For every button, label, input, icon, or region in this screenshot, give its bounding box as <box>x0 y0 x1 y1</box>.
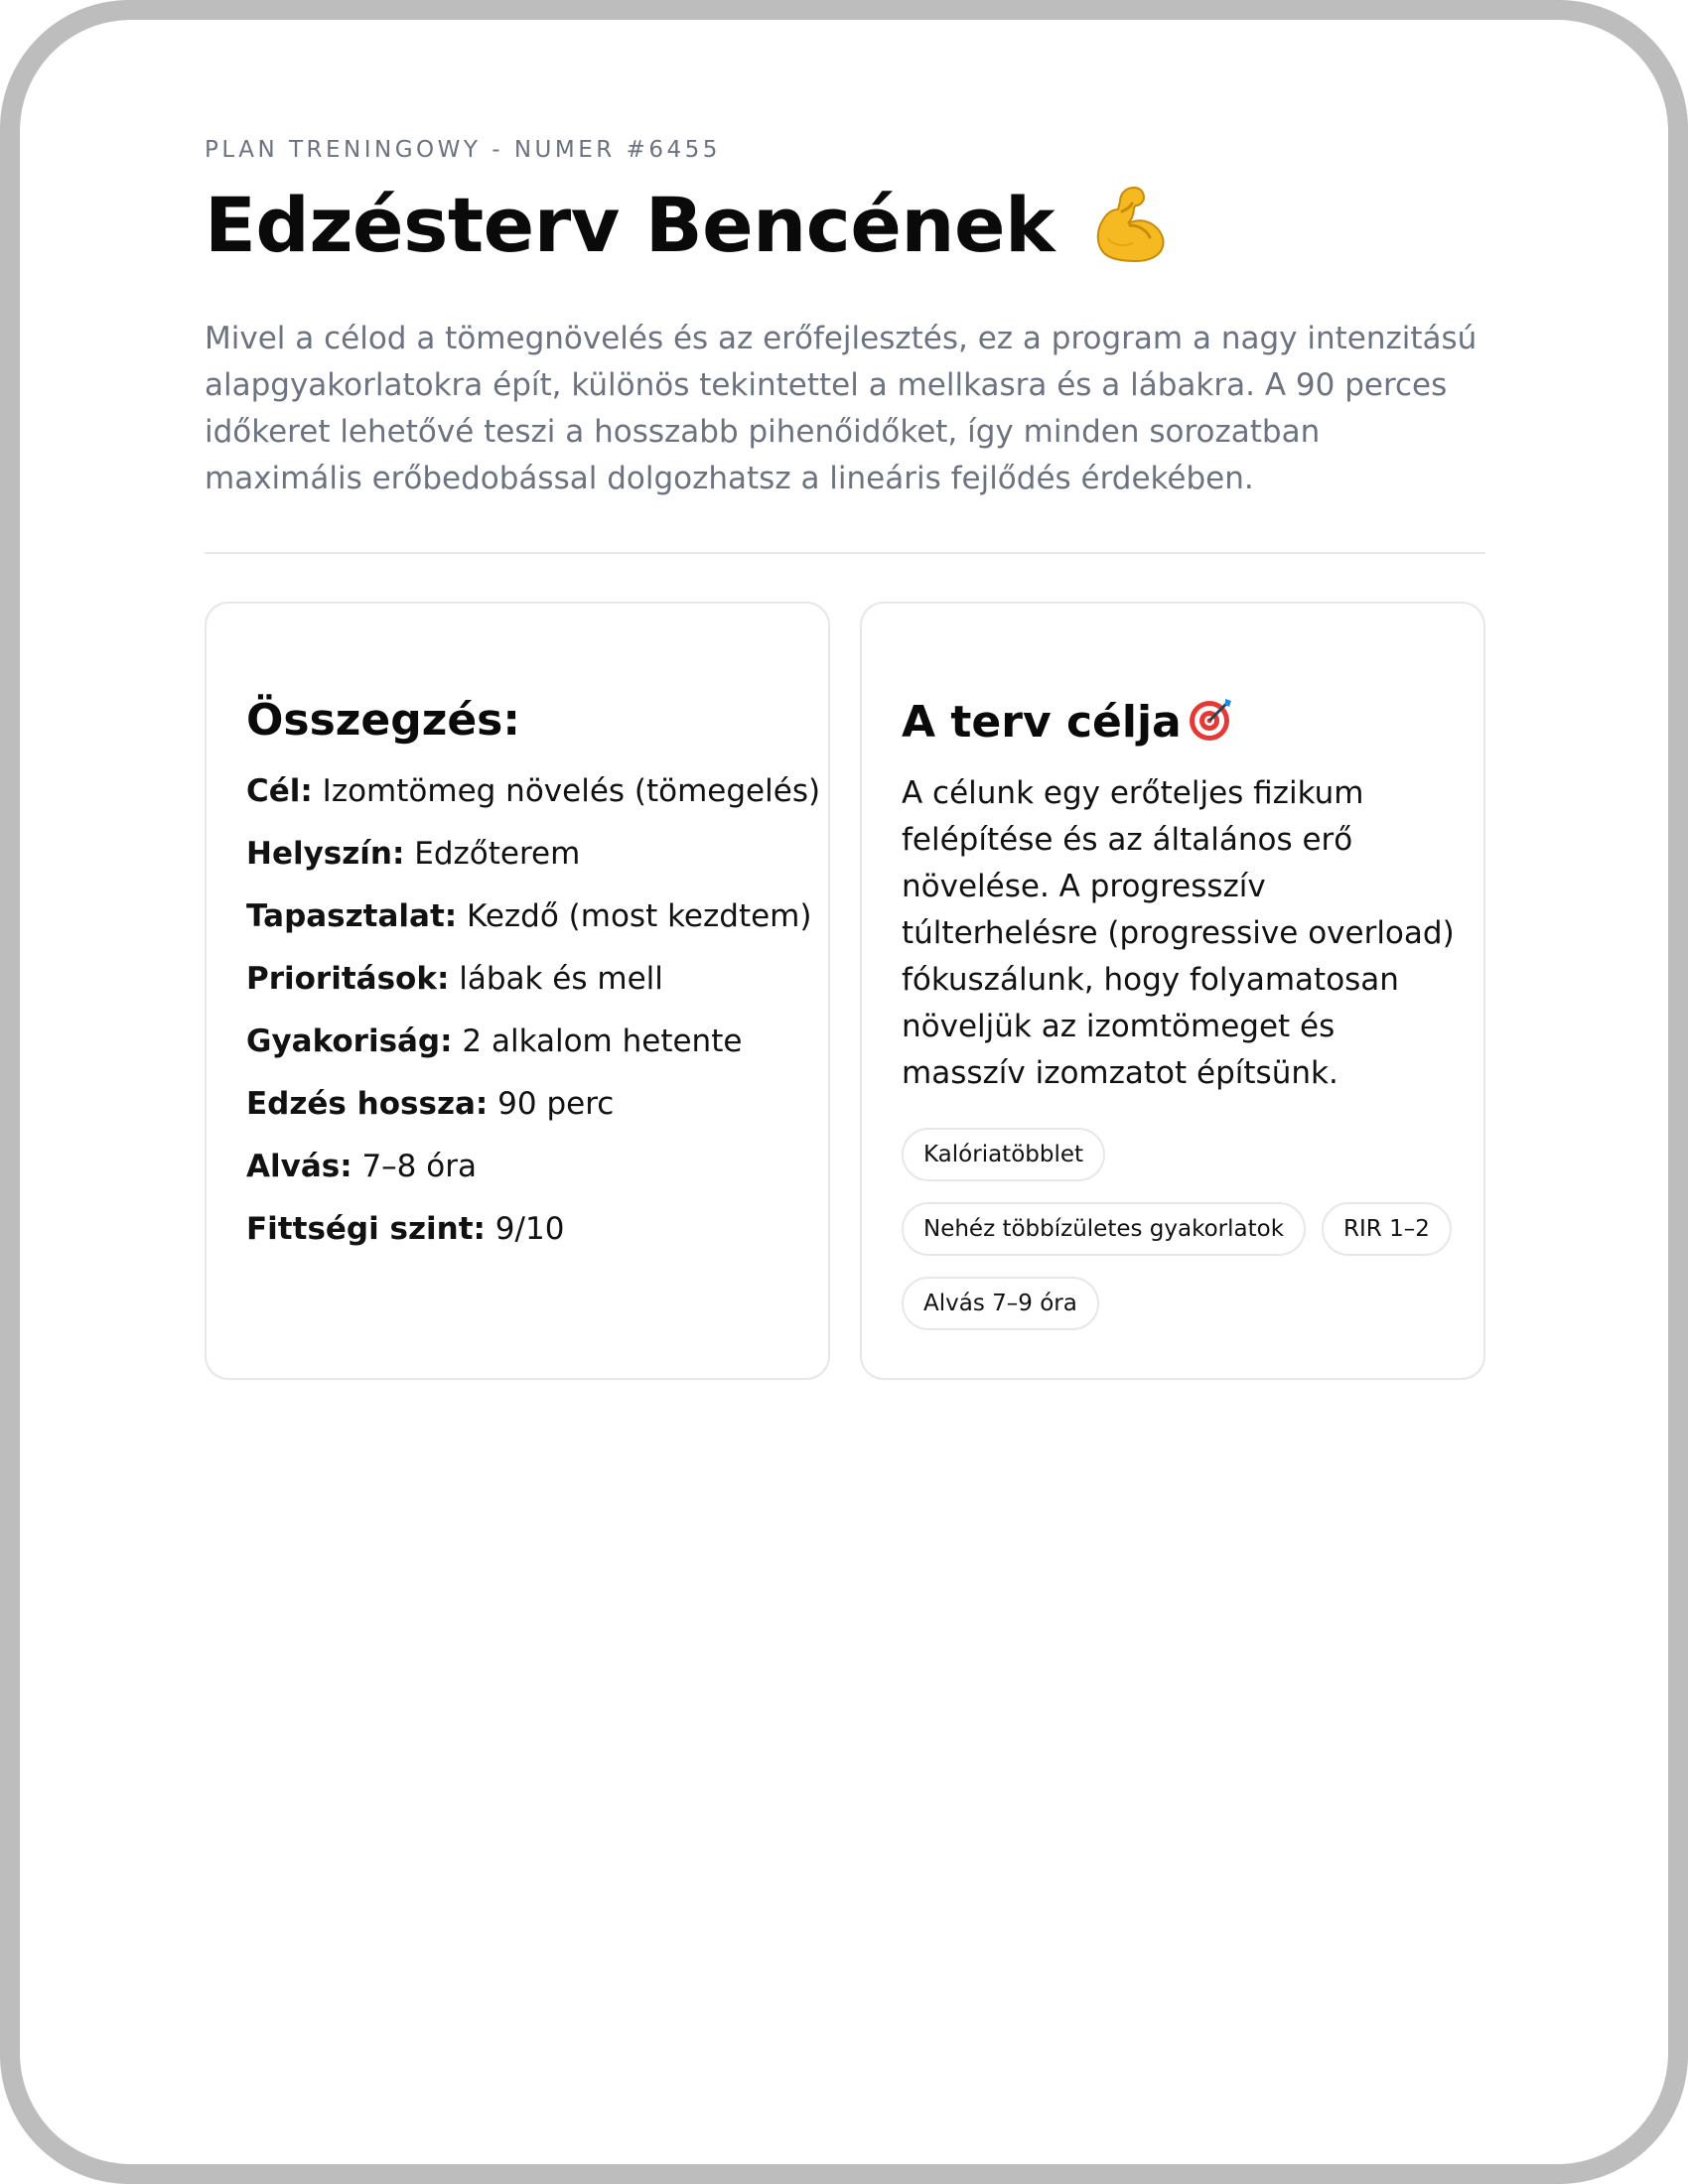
summary-key: Prioritások: <box>246 961 450 997</box>
summary-item-frequency <box>246 1021 820 1083</box>
summary-value: 7–8 óra <box>361 1149 477 1184</box>
summary-value: Izomtömeg növelés (tömegelés) <box>322 773 821 809</box>
tag-chip: Alvás 7–9 óra <box>902 1277 1099 1330</box>
direct-hit-target-icon <box>1182 697 1235 748</box>
summary-item-sleep <box>246 1146 820 1208</box>
tag-chip: Nehéz többízületes gyakorlatok <box>902 1202 1306 1256</box>
goal-tags <box>902 1128 1468 1351</box>
summary-key: Fittségi szint: <box>246 1211 486 1247</box>
summary-item-fitness-level <box>246 1208 820 1271</box>
goal-title-text: A terv célja <box>902 697 1182 748</box>
tag-row <box>902 1202 1468 1277</box>
summary-key: Helyszín: <box>246 836 405 872</box>
tag-row <box>902 1277 1468 1351</box>
summary-key: Tapasztalat: <box>246 898 458 934</box>
summary-value: lábak és mell <box>459 961 663 997</box>
summary-key: Gyakoriság: <box>246 1024 453 1059</box>
goal-title <box>902 695 1235 748</box>
summary-key: Edzés hossza: <box>246 1086 489 1122</box>
page-title-text: Edzésterv Bencének <box>205 181 1055 269</box>
tag-chip: RIR 1–2 <box>1322 1202 1452 1256</box>
goal-paragraph: A célunk egy erőteljes fizikum felépítése és az általános erő növelése. A progresszív túlterhelésre (progressive overload) fókuszálunk, hogy folyamatosan növeljük az izomtömeget és masszív izomzatot építsünk. <box>902 775 1455 1091</box>
summary-list <box>246 770 820 1271</box>
divider <box>205 552 1485 554</box>
summary-item-goal <box>246 770 820 833</box>
intro-paragraph: Mivel a célod a tömegnövelés és az erőfejlesztés, ez a program a nagy intenzitású alapgyakorlatokra épít, különös tekintettel a mellkasra és a lábakra. A 90 perces időkeret lehetővé teszi a hosszabb pihenőidőket, így minden sorozatban maximális erőbedobással dolgozhatsz a lineáris fejlődés érdekében. <box>205 321 1477 496</box>
summary-title: Összegzés: <box>246 695 520 746</box>
device-screen <box>20 20 1668 2164</box>
summary-item-location <box>246 833 820 895</box>
summary-item-duration <box>246 1083 820 1146</box>
summary-value: Kezdő (most kezdtem) <box>467 898 812 934</box>
plan-number-eyebrow: PLAN TRENINGOWY - NUMER #6455 <box>205 137 721 163</box>
summary-item-experience <box>246 895 820 958</box>
summary-value: 90 perc <box>497 1086 615 1122</box>
summary-value: 2 alkalom hetente <box>462 1024 743 1059</box>
summary-key: Cél: <box>246 773 313 809</box>
summary-card <box>205 602 830 1380</box>
summary-value: Edzőterem <box>414 836 581 872</box>
tag-chip: Kalóriatöbblet <box>902 1128 1105 1181</box>
goal-card <box>860 602 1485 1380</box>
page-title <box>205 181 1170 275</box>
tag-row <box>902 1128 1468 1202</box>
summary-value: 9/10 <box>494 1211 565 1247</box>
flexed-biceps-icon <box>1090 184 1170 275</box>
summary-item-priorities <box>246 958 820 1021</box>
summary-key: Alvás: <box>246 1149 352 1184</box>
